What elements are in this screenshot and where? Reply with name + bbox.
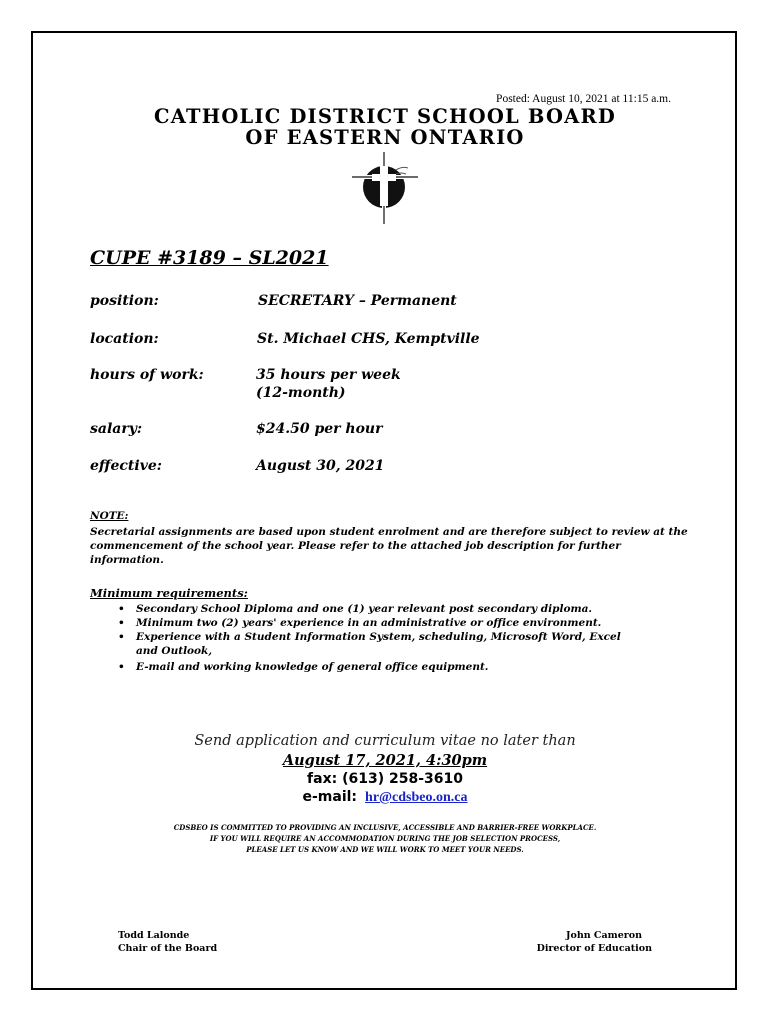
requirement-item: • Minimum two (2) years' experience in an administrative or office environment.: [118, 616, 698, 630]
salary-value: $24.50 per hour: [256, 421, 383, 437]
position-label: position:: [90, 293, 159, 309]
email-link[interactable]: hr@cdsbeo.on.ca: [365, 790, 468, 805]
apply-fax: fax: (613) 258-3610: [307, 771, 463, 787]
email-label: e-mail:: [302, 789, 358, 805]
location-value: St. Michael CHS, Kemptville: [257, 331, 480, 347]
note-text: Secretarial assignments are based upon student enrolment and are therefore subject to review at the commencement of the school year. Please refer to the attached job description for further information.: [90, 526, 688, 566]
posted-timestamp: Posted: August 10, 2021 at 11:15 a.m.: [496, 93, 671, 105]
job-code: CUPE #3189 – SL2021: [90, 247, 329, 269]
effective-label: effective:: [90, 458, 162, 474]
board-title-line2: OF EASTERN ONTARIO: [245, 126, 525, 149]
salary-label: salary:: [90, 421, 143, 437]
apply-intro: Send application and curriculum vitae no later than: [194, 733, 576, 749]
accessibility-line: IF YOU WILL REQUIRE AN ACCOMMODATION DURING THE JOB SELECTION PROCESS,: [209, 834, 561, 843]
requirement-item: • E-mail and working knowledge of general office equipment.: [118, 660, 698, 674]
accessibility-line: PLEASE LET US KNOW AND WE WILL WORK TO MEET YOUR NEEDS.: [246, 845, 524, 854]
hours-value: 35 hours per week: [256, 367, 401, 383]
signatory-title: Director of Education: [536, 943, 652, 954]
effective-value: August 30, 2021: [256, 458, 385, 474]
signature-right: [537, 929, 652, 955]
signatory-name: John Cameron: [565, 930, 642, 941]
position-value: SECRETARY – Permanent: [258, 293, 457, 309]
hours-value-detail: (12-month): [256, 385, 346, 401]
signatory-name: Todd Lalonde: [118, 930, 190, 941]
board-title: [0, 106, 770, 148]
hours-label: hours of work:: [90, 367, 204, 383]
accessibility-statement: [0, 822, 770, 855]
board-cross-logo-icon: [350, 150, 420, 226]
requirements-heading: Minimum requirements:: [90, 586, 248, 600]
signatory-title: Chair of the Board: [118, 943, 218, 954]
location-label: location:: [90, 331, 159, 347]
requirement-item: • Experience with a Student Information System, scheduling, Microsoft Word, Excel and Outlook,: [118, 630, 698, 658]
apply-deadline: August 17, 2021, 4:30pm: [282, 752, 488, 769]
requirement-item: • Secondary School Diploma and one (1) year relevant post secondary diploma.: [118, 602, 698, 616]
note-heading: NOTE:: [90, 510, 129, 522]
accessibility-line: CDSBEO IS COMMITTED TO PROVIDING AN INCLUSIVE, ACCESSIBLE AND BARRIER-FREE WORKPLACE.: [173, 823, 597, 832]
apply-email-line: [0, 789, 770, 806]
signature-left: [118, 929, 217, 955]
requirements-list: [118, 602, 698, 674]
board-title-line1: CATHOLIC DISTRICT SCHOOL BOARD: [154, 105, 616, 128]
